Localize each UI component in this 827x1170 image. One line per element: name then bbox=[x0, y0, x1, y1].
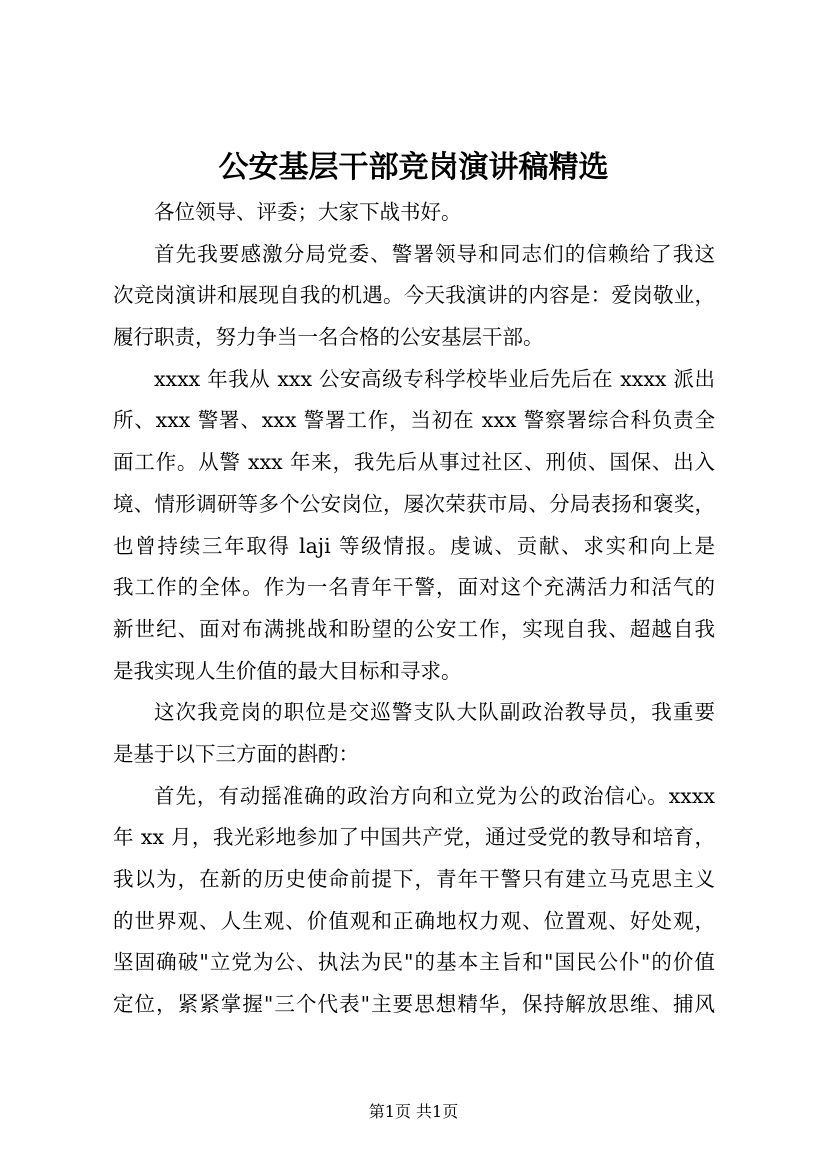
paragraph-background bbox=[113, 359, 715, 693]
body-line: 也曾持续三年取得 laji 等级情报。虔诚、贡献、求实和向上是 bbox=[113, 533, 715, 558]
body-line: 各位领导、评委；大家下战书好。 bbox=[154, 200, 462, 224]
paragraph-greeting bbox=[113, 192, 715, 234]
body-line: 境、情形调研等多个公安岗位，屡次荣获市局、分局表扬和褒奖， bbox=[113, 491, 715, 516]
body-line: 履行职责，努力争当一名合格的公安基层干部。 bbox=[113, 325, 544, 350]
paragraph-position bbox=[113, 692, 715, 775]
body-line: 我以为，在新的历史使命前提下，青年干警只有建立马克思主义 bbox=[113, 867, 715, 891]
body-line: 的世界观、人生观、价值观和正确地权力观、位置观、好处观， bbox=[113, 908, 715, 933]
body-line: 所、xxx 警署、xxx 警署工作，当初在 xxx 警察署综合科负责全 bbox=[113, 408, 715, 433]
page-title: 公安基层干部竞岗演讲稿精选 bbox=[218, 150, 609, 185]
body-line: 这次我竞岗的职位是交巡警支队大队副政治教导员，我重要 bbox=[154, 700, 715, 725]
body-line: 定位，紧紧掌握"三个代表"主要思想精华，保持解放思维、捕风 bbox=[113, 992, 715, 1017]
paragraph-thanks bbox=[113, 234, 715, 359]
document-body bbox=[113, 192, 715, 1026]
body-line: 面工作。从警 xxx 年来，我先后从事过社区、刑侦、国保、出入 bbox=[113, 450, 715, 475]
paragraph-first-reason bbox=[113, 776, 715, 1026]
body-line: 首先，有动摇准确的政治方向和立党为公的政治信心。xxxx bbox=[154, 783, 715, 808]
page-number-footer: 第1页 共1页 bbox=[368, 1102, 459, 1121]
body-line: 新世纪、面对布满挑战和盼望的公安工作，实现自我、超越自我 bbox=[113, 616, 715, 641]
body-line: 坚固确破"立党为公、执法为民"的基本主旨和"国民公仆"的价值 bbox=[113, 950, 715, 975]
body-line: xxxx 年我从 xxx 公安高级专科学校毕业后先后在 xxxx 派出 bbox=[154, 366, 715, 391]
body-line: 首先我要感激分局党委、警署领导和同志们的信赖给了我这 bbox=[154, 241, 715, 266]
body-line: 年 xx 月，我光彩地参加了中国共产党，通过受党的教导和培育， bbox=[113, 825, 715, 850]
body-line: 是我实现人生价值的最大目标和寻求。 bbox=[113, 658, 462, 683]
body-line: 我工作的全体。作为一名青年干警，面对这个充满活力和活气的 bbox=[113, 575, 715, 600]
body-line: 次竞岗演讲和展现自我的机遇。今天我演讲的内容是：爱岗敬业， bbox=[113, 283, 715, 308]
body-line: 是基于以下三方面的斟酌： bbox=[113, 741, 359, 766]
